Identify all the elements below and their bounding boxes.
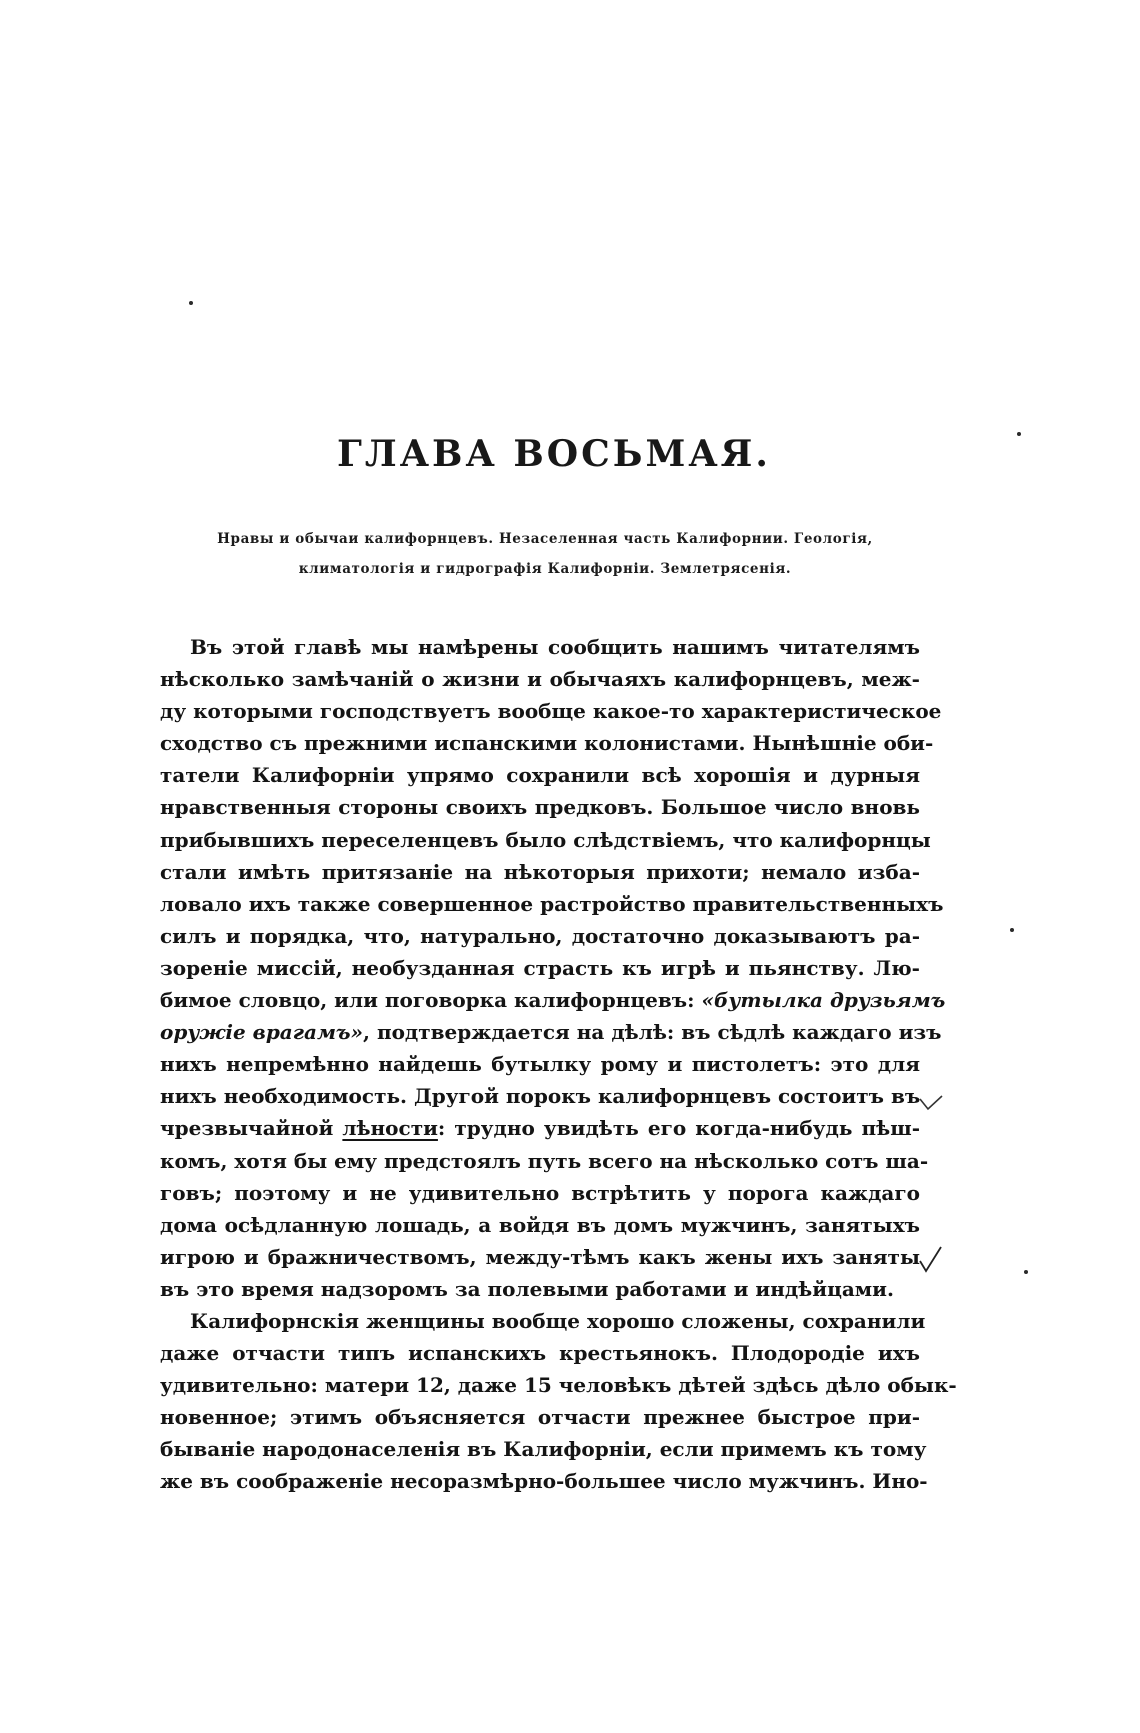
summary-line: климатологія и гидрографія Калифорніи. Землетрясенія.	[298, 561, 792, 577]
text-line: татели Калифорніи упрямо сохранили всѣ хорошія и дурныя	[160, 763, 920, 788]
text-line: удивительно: матери 12, даже 15 человѣкъ дѣтей здѣсь дѣло обык-	[160, 1373, 957, 1398]
pencil-check-icon	[918, 1093, 944, 1115]
text-segment: , подтверждается на дѣлѣ: въ сѣдлѣ каждаго изъ	[363, 1020, 942, 1045]
text-segment: чрезвычайной	[160, 1116, 343, 1141]
text-line: говъ; поэтому и не удивительно встрѣтить у порога каждаго	[160, 1180, 920, 1205]
text-line-laziness	[160, 1112, 920, 1144]
text-line: комъ, хотя бы ему предстоялъ путь всего на нѣсколько сотъ ша-	[160, 1148, 929, 1173]
text-line: нѣсколько замѣчаній о жизни и обычаяхъ калифорнцевъ, меж-	[160, 667, 920, 692]
text-line: прибывшихъ переселенцевъ было слѣдствіемъ, что калифорнцы	[160, 827, 931, 852]
text-line: нихъ необходимость. Другой порокъ калифорнцевъ состоитъ въ	[160, 1084, 921, 1109]
text-line: въ это время надзоромъ за полевыми работами и индѣйцами.	[160, 1276, 894, 1301]
text-line: сходство съ прежними испанскими колонистами. Нынѣшніе оби-	[160, 731, 934, 756]
text-segment: бимое словцо, или поговорка калифорнцевъ:	[160, 988, 702, 1013]
text-line-proverb	[160, 1016, 942, 1048]
text-line: же въ соображеніе несоразмѣрно-большее число мужчинъ. Ино-	[160, 1469, 928, 1494]
summary-line: Нравы и обычаи калифорнцевъ. Незаселенная часть Калифорнии. Геологія,	[217, 531, 873, 547]
text-line: ловало ихъ также совершенное растройство правительственныхъ	[160, 891, 944, 916]
chapter-title: ГЛАВА ВОСЬМАЯ.	[337, 433, 771, 475]
text-line: Калифорнскія женщины вообще хорошо сложены, сохранили	[190, 1308, 926, 1333]
text-line: силъ и порядка, что, натурально, достаточно доказываютъ ра-	[160, 923, 920, 948]
chapter-body	[160, 631, 957, 1498]
underlined-word: лѣности	[342, 1116, 438, 1141]
text-line: нравственныя стороны своихъ предковъ. Большое число вновь	[160, 795, 920, 820]
scan-speck	[1017, 432, 1021, 436]
text-segment: : трудно увидѣть его когда-нибудь пѣш-	[437, 1116, 920, 1141]
proverb-italic: «бутылка друзьямъ	[701, 988, 946, 1013]
text-line: даже отчасти типъ испанскихъ крестьянокъ. Плодородіе ихъ	[160, 1341, 920, 1366]
text-line: нихъ непремѣнно найдешь бутылку рому и пистолетъ: это для	[160, 1052, 920, 1077]
scan-speck	[1024, 1270, 1028, 1274]
scan-speck	[189, 301, 193, 305]
text-line: стали имѣть притязаніе на нѣкоторыя прихоти; немало изба-	[160, 859, 920, 884]
scan-speck	[1010, 928, 1014, 932]
proverb-italic: оружіе врагамъ»	[160, 1020, 364, 1045]
chapter-summary	[160, 524, 930, 584]
text-line: игрою и бражничествомъ, между-тѣмъ какъ жены ихъ заняты	[160, 1244, 920, 1269]
text-line-proverb	[160, 984, 946, 1016]
text-line: бываніе народонаселенія въ Калифорніи, если примемъ къ тому	[160, 1437, 927, 1462]
text-line: ду которыми господствуетъ вообще какое-то характеристическое	[160, 699, 942, 724]
pencil-check-icon	[918, 1245, 944, 1275]
text-line: новенное; этимъ объясняется отчасти прежнее быстрое при-	[160, 1405, 920, 1430]
text-line: Въ этой главѣ мы намѣрены сообщить нашимъ читателямъ	[190, 635, 920, 659]
text-line: зореніе миссій, необузданная страсть къ игрѣ и пьянству. Лю-	[160, 955, 920, 980]
text-line: дома осѣдланную лошадь, а войдя въ домъ мужчинъ, занятыхъ	[160, 1212, 920, 1237]
